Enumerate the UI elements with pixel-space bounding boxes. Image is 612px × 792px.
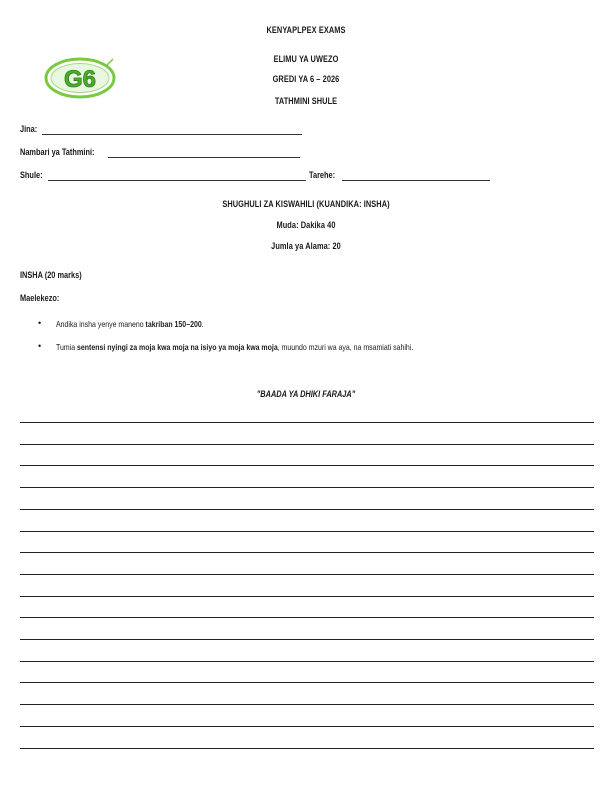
date-label: Tarehe:	[309, 170, 336, 180]
header-line-2: GREDI YA 6 – 2026	[272, 74, 340, 84]
date-input-line[interactable]	[342, 180, 490, 181]
writing-line[interactable]	[20, 726, 594, 727]
bullet-1-icon: •	[38, 318, 42, 328]
g6-logo	[44, 56, 116, 100]
writing-line[interactable]	[20, 465, 594, 466]
instructions-label: Maelekezo:	[20, 293, 60, 303]
exam-body-title: KENYAPLPEX EXAMS	[266, 25, 346, 35]
writing-line[interactable]	[20, 509, 594, 510]
section-heading: INSHA (20 marks)	[20, 270, 82, 280]
total-marks: Jumla ya Alama: 20	[271, 241, 341, 251]
school-input-line[interactable]	[48, 180, 306, 181]
name-label: Jina:	[20, 124, 38, 134]
writing-line[interactable]	[20, 552, 594, 553]
writing-line[interactable]	[20, 531, 594, 532]
writing-line[interactable]	[20, 596, 594, 597]
name-input-line[interactable]	[42, 134, 302, 135]
instruction-item-2	[56, 342, 413, 352]
writing-line[interactable]	[20, 639, 594, 640]
writing-line[interactable]	[20, 444, 594, 445]
instruction-1-end: .	[201, 319, 204, 329]
instruction-1-bold: takriban 150–200	[145, 319, 202, 329]
writing-line[interactable]	[20, 682, 594, 683]
writing-line[interactable]	[20, 661, 594, 662]
writing-line[interactable]	[20, 574, 594, 575]
number-field	[20, 147, 111, 157]
header-line-1: ELIMU YA UWEZO	[273, 54, 339, 64]
writing-line[interactable]	[20, 487, 594, 488]
number-label: Nambari ya Tathmini:	[20, 147, 95, 157]
writing-line[interactable]	[20, 422, 594, 423]
bullet-2-icon: •	[38, 341, 42, 351]
date-field	[309, 170, 341, 180]
writing-line[interactable]	[20, 748, 594, 749]
header-line-3: TATHMINI SHULE	[274, 96, 338, 106]
logo-text: G6	[63, 66, 97, 93]
instruction-2-end: , muundo mzuri wa aya, na msamiati sahihi.	[277, 342, 414, 352]
instruction-2-bold: sentensi nyingi za moja kwa moja na isiyo ya moja kwa moja	[77, 342, 278, 352]
subject-title: SHUGHULI ZA KISWAHILI (KUANDIKA: INSHA)	[222, 199, 390, 209]
instruction-1-text: Andika insha yenye maneno	[56, 319, 146, 329]
instruction-item-1	[56, 319, 204, 329]
name-field	[20, 124, 41, 134]
writing-line[interactable]	[20, 617, 594, 618]
school-field	[20, 170, 48, 180]
number-input-line[interactable]	[108, 157, 300, 158]
writing-line[interactable]	[20, 704, 594, 705]
school-label: Shule:	[20, 170, 43, 180]
essay-title: "BAADA YA DHIKI FARAJA"	[256, 389, 356, 399]
instruction-2-text: Tumia	[56, 342, 78, 352]
duration: Muda: Dakika 40	[276, 220, 336, 230]
